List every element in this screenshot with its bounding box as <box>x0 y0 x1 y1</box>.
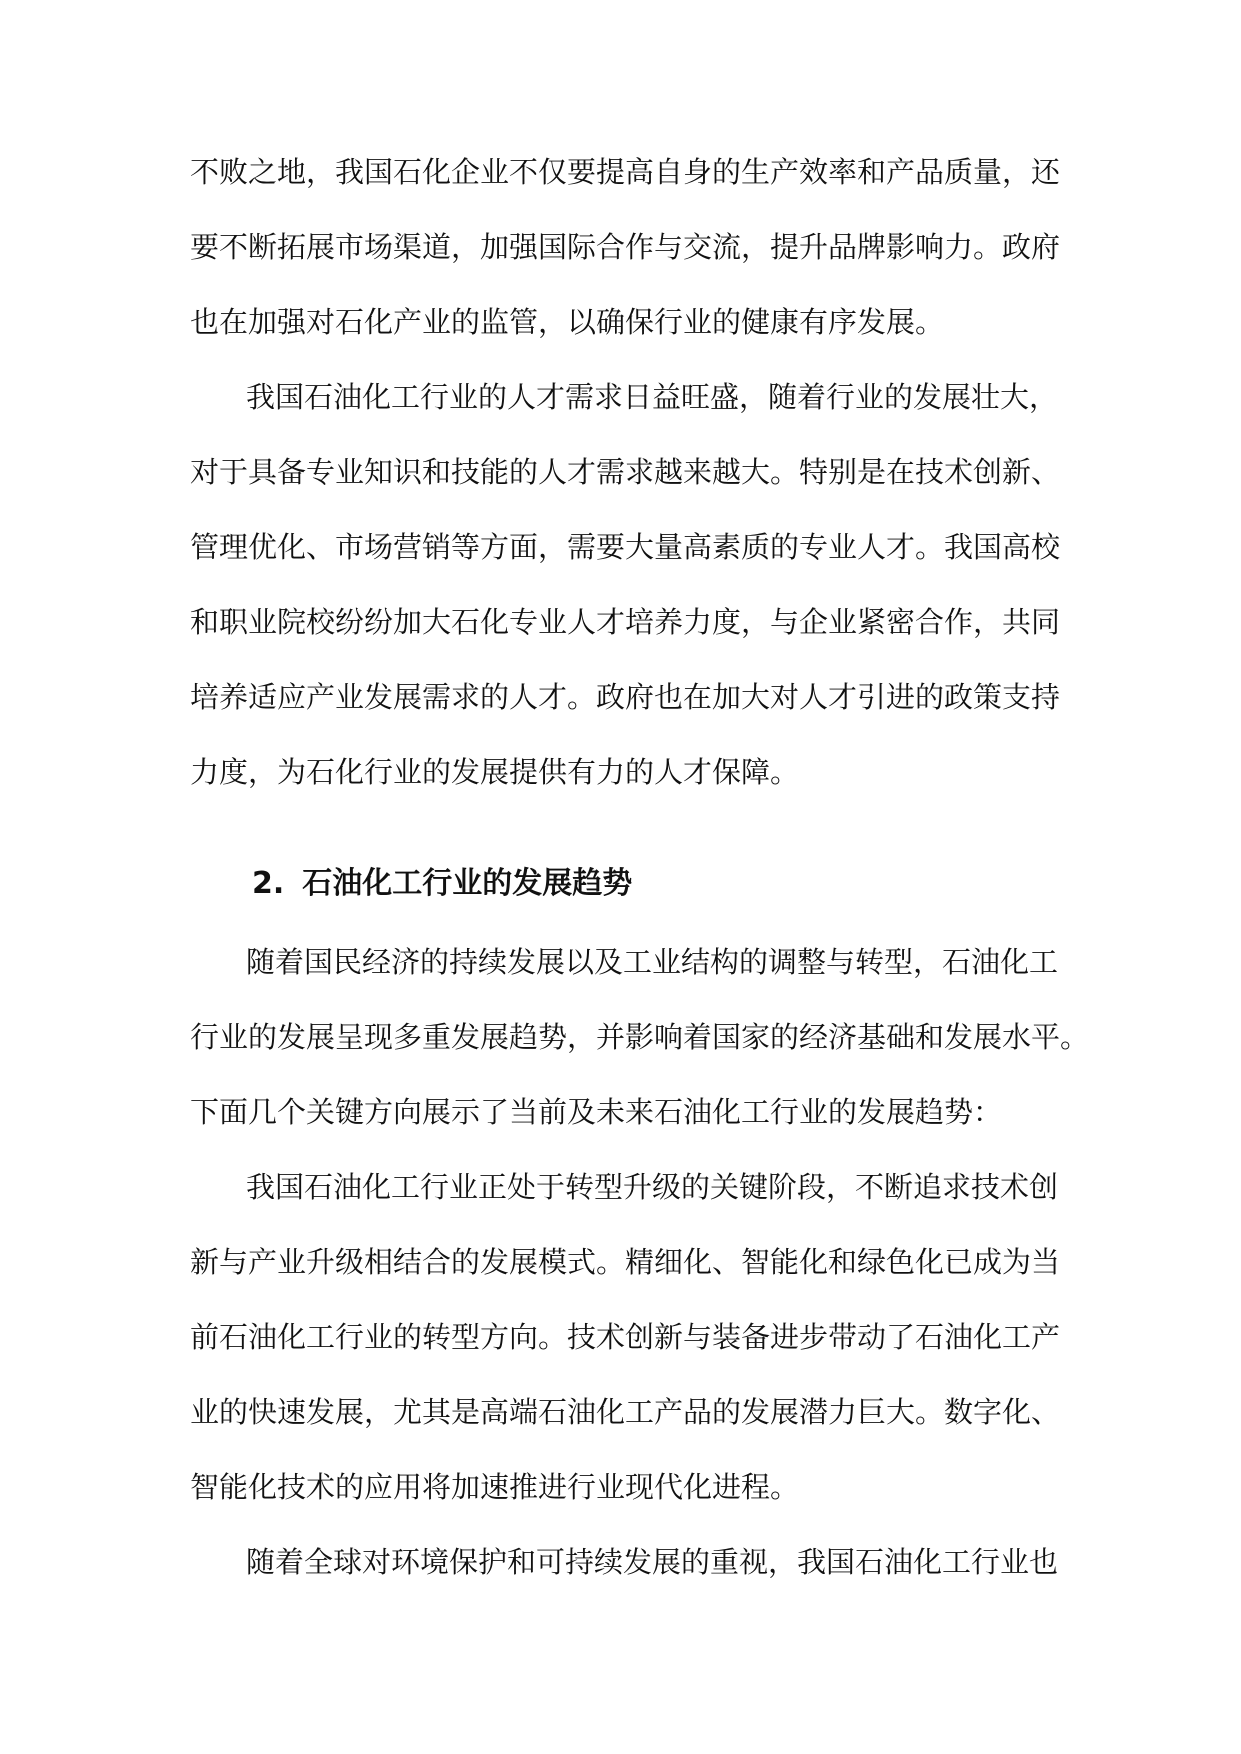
paragraph-line: 下面几个关键方向展示了当前及未来石油化工行业的发展趋势： <box>190 1095 1003 1129</box>
paragraph-line: 我国石油化工行业的人才需求日益旺盛，随着行业的发展壮大， <box>246 380 1059 414</box>
paragraph-line: 管理优化、市场营销等方面，需要大量高素质的专业人才。我国高校 <box>190 530 1061 564</box>
section-number: 2. <box>252 866 285 901</box>
paragraph-line: 我国石油化工行业正处于转型升级的关键阶段，不断追求技术创 <box>246 1170 1059 1204</box>
section-heading <box>252 858 1052 910</box>
paragraph-line: 对于具备专业知识和技能的人才需求越来越大。特别是在技术创新、 <box>190 455 1061 489</box>
paragraph-line: 和职业院校纷纷加大石化专业人才培养力度，与企业紧密合作，共同 <box>190 605 1061 639</box>
paragraph-line: 新与产业升级相结合的发展模式。精细化、智能化和绿色化已成为当 <box>190 1245 1061 1279</box>
paragraph-line: 智能化技术的应用将加速推进行业现代化进程。 <box>190 1470 800 1504</box>
paragraph-line: 培养适应产业发展需求的人才。政府也在加大对人才引进的政策支持 <box>190 680 1061 714</box>
paragraph-line: 随着全球对环境保护和可持续发展的重视，我国石油化工行业也 <box>246 1545 1059 1579</box>
section-title: 石油化工行业的发展趋势 <box>302 866 633 901</box>
paragraph-line: 随着国民经济的持续发展以及工业结构的调整与转型，石油化工 <box>246 945 1059 979</box>
paragraph-line: 力度，为石化行业的发展提供有力的人才保障。 <box>190 755 800 789</box>
paragraph-line: 行业的发展呈现多重发展趋势，并影响着国家的经济基础和发展水平。 <box>190 1020 1090 1054</box>
paragraph-line: 业的快速发展，尤其是高端石油化工产品的发展潜力巨大。数字化、 <box>190 1395 1061 1429</box>
paragraph-line: 不败之地，我国石化企业不仅要提高自身的生产效率和产品质量，还 <box>190 155 1061 189</box>
paragraph-line: 也在加强对石化产业的监管，以确保行业的健康有序发展。 <box>190 305 945 339</box>
paragraph-line: 要不断拓展市场渠道，加强国际合作与交流，提升品牌影响力。政府 <box>190 230 1061 264</box>
paragraph-line: 前石油化工行业的转型方向。技术创新与装备进步带动了石油化工产 <box>190 1320 1061 1354</box>
